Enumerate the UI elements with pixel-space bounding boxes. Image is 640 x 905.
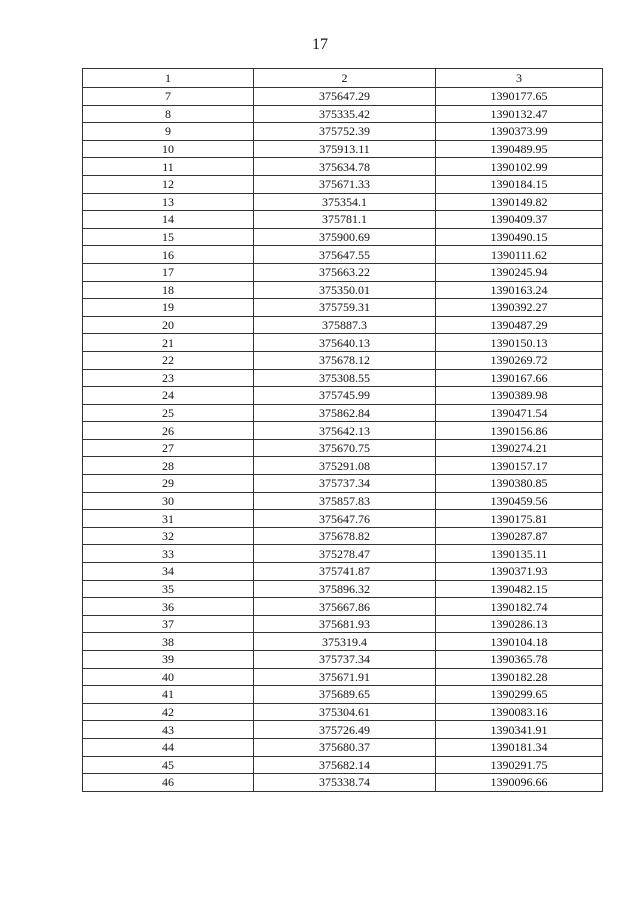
point-number-cell: 31 [83, 510, 254, 528]
point-number-cell: 39 [83, 651, 254, 669]
table-row [83, 598, 603, 616]
table-row [83, 263, 603, 281]
table-row [83, 228, 603, 246]
point-number-cell: 28 [83, 457, 254, 475]
point-number-cell: 15 [83, 228, 254, 246]
x-coordinate-cell: 375745.99 [254, 387, 436, 405]
point-number-cell: 9 [83, 123, 254, 141]
point-number-cell: 32 [83, 527, 254, 545]
table-row [83, 703, 603, 721]
x-coordinate-cell: 375647.55 [254, 246, 436, 264]
point-number-cell: 38 [83, 633, 254, 651]
x-coordinate-cell: 375737.34 [254, 651, 436, 669]
table-row [83, 580, 603, 598]
x-coordinate-cell: 375896.32 [254, 580, 436, 598]
table-row [83, 88, 603, 106]
x-coordinate-cell: 375862.84 [254, 404, 436, 422]
y-coordinate-cell: 1390392.27 [436, 299, 603, 317]
table-row [83, 563, 603, 581]
y-coordinate-cell: 1390389.98 [436, 387, 603, 405]
y-coordinate-cell: 1390341.91 [436, 721, 603, 739]
y-coordinate-cell: 1390487.29 [436, 316, 603, 334]
point-number-cell: 11 [83, 158, 254, 176]
x-coordinate-cell: 375689.65 [254, 686, 436, 704]
table-body [83, 88, 603, 792]
table-row [83, 105, 603, 123]
point-number-cell: 10 [83, 140, 254, 158]
table-row [83, 334, 603, 352]
y-coordinate-cell: 1390177.65 [436, 88, 603, 106]
y-coordinate-cell: 1390490.15 [436, 228, 603, 246]
table-row [83, 721, 603, 739]
table-row [83, 175, 603, 193]
table-row [83, 351, 603, 369]
table-row [83, 387, 603, 405]
table-row [83, 756, 603, 774]
table-row [83, 299, 603, 317]
x-coordinate-cell: 375640.13 [254, 334, 436, 352]
x-coordinate-cell: 375642.13 [254, 422, 436, 440]
table-header-row [83, 69, 603, 88]
y-coordinate-cell: 1390175.81 [436, 510, 603, 528]
table-row [83, 545, 603, 563]
x-coordinate-cell: 375667.86 [254, 598, 436, 616]
y-coordinate-cell: 1390482.15 [436, 580, 603, 598]
y-coordinate-cell: 1390371.93 [436, 563, 603, 581]
y-coordinate-cell: 1390269.72 [436, 351, 603, 369]
table-row [83, 492, 603, 510]
point-number-cell: 7 [83, 88, 254, 106]
point-number-cell: 41 [83, 686, 254, 704]
y-coordinate-cell: 1390135.11 [436, 545, 603, 563]
y-coordinate-cell: 1390299.65 [436, 686, 603, 704]
point-number-cell: 25 [83, 404, 254, 422]
y-coordinate-cell: 1390274.21 [436, 439, 603, 457]
point-number-cell: 8 [83, 105, 254, 123]
x-coordinate-cell: 375680.37 [254, 738, 436, 756]
point-number-cell: 34 [83, 563, 254, 581]
table-row [83, 668, 603, 686]
point-number-cell: 29 [83, 475, 254, 493]
point-number-cell: 27 [83, 439, 254, 457]
y-coordinate-cell: 1390489.95 [436, 140, 603, 158]
point-number-cell: 21 [83, 334, 254, 352]
y-coordinate-cell: 1390245.94 [436, 263, 603, 281]
table-row [83, 211, 603, 229]
y-coordinate-cell: 1390459.56 [436, 492, 603, 510]
y-coordinate-cell: 1390291.75 [436, 756, 603, 774]
column-header-3: 3 [436, 69, 603, 88]
point-number-cell: 26 [83, 422, 254, 440]
point-number-cell: 13 [83, 193, 254, 211]
x-coordinate-cell: 375913.11 [254, 140, 436, 158]
y-coordinate-cell: 1390409.37 [436, 211, 603, 229]
table-row [83, 422, 603, 440]
point-number-cell: 44 [83, 738, 254, 756]
table-row [83, 457, 603, 475]
point-number-cell: 23 [83, 369, 254, 387]
x-coordinate-cell: 375781.1 [254, 211, 436, 229]
point-number-cell: 45 [83, 756, 254, 774]
y-coordinate-cell: 1390102.99 [436, 158, 603, 176]
table-row [83, 527, 603, 545]
table-row [83, 475, 603, 493]
x-coordinate-cell: 375682.14 [254, 756, 436, 774]
table-row [83, 123, 603, 141]
table-row [83, 510, 603, 528]
x-coordinate-cell: 375857.83 [254, 492, 436, 510]
x-coordinate-cell: 375663.22 [254, 263, 436, 281]
x-coordinate-cell: 375726.49 [254, 721, 436, 739]
y-coordinate-cell: 1390184.15 [436, 175, 603, 193]
x-coordinate-cell: 375338.74 [254, 774, 436, 792]
x-coordinate-cell: 375350.01 [254, 281, 436, 299]
y-coordinate-cell: 1390156.86 [436, 422, 603, 440]
point-number-cell: 43 [83, 721, 254, 739]
x-coordinate-cell: 375304.61 [254, 703, 436, 721]
y-coordinate-cell: 1390149.82 [436, 193, 603, 211]
x-coordinate-cell: 375647.76 [254, 510, 436, 528]
x-coordinate-cell: 375647.29 [254, 88, 436, 106]
y-coordinate-cell: 1390182.28 [436, 668, 603, 686]
y-coordinate-cell: 1390471.54 [436, 404, 603, 422]
y-coordinate-cell: 1390157.17 [436, 457, 603, 475]
y-coordinate-cell: 1390150.13 [436, 334, 603, 352]
point-number-cell: 16 [83, 246, 254, 264]
x-coordinate-cell: 375678.12 [254, 351, 436, 369]
table-row [83, 439, 603, 457]
point-number-cell: 22 [83, 351, 254, 369]
x-coordinate-cell: 375354.1 [254, 193, 436, 211]
y-coordinate-cell: 1390132.47 [436, 105, 603, 123]
x-coordinate-cell: 375291.08 [254, 457, 436, 475]
y-coordinate-cell: 1390163.24 [436, 281, 603, 299]
x-coordinate-cell: 375670.75 [254, 439, 436, 457]
page-number: 17 [312, 36, 328, 53]
point-number-cell: 46 [83, 774, 254, 792]
point-number-cell: 20 [83, 316, 254, 334]
y-coordinate-cell: 1390287.87 [436, 527, 603, 545]
table-row [83, 158, 603, 176]
x-coordinate-cell: 375671.33 [254, 175, 436, 193]
point-number-cell: 42 [83, 703, 254, 721]
point-number-cell: 14 [83, 211, 254, 229]
x-coordinate-cell: 375634.78 [254, 158, 436, 176]
x-coordinate-cell: 375278.47 [254, 545, 436, 563]
table-row [83, 651, 603, 669]
column-header-1: 1 [83, 69, 254, 88]
point-number-cell: 24 [83, 387, 254, 405]
y-coordinate-cell: 1390286.13 [436, 615, 603, 633]
y-coordinate-cell: 1390083.16 [436, 703, 603, 721]
y-coordinate-cell: 1390373.99 [436, 123, 603, 141]
x-coordinate-cell: 375319.4 [254, 633, 436, 651]
point-number-cell: 33 [83, 545, 254, 563]
x-coordinate-cell: 375308.55 [254, 369, 436, 387]
point-number-cell: 19 [83, 299, 254, 317]
table-row [83, 686, 603, 704]
table-row [83, 281, 603, 299]
x-coordinate-cell: 375887.3 [254, 316, 436, 334]
y-coordinate-cell: 1390167.66 [436, 369, 603, 387]
point-number-cell: 12 [83, 175, 254, 193]
x-coordinate-cell: 375741.87 [254, 563, 436, 581]
x-coordinate-cell: 375671.91 [254, 668, 436, 686]
x-coordinate-cell: 375335.42 [254, 105, 436, 123]
table-row [83, 738, 603, 756]
point-number-cell: 17 [83, 263, 254, 281]
y-coordinate-cell: 1390182.74 [436, 598, 603, 616]
coordinates-table [82, 68, 603, 792]
y-coordinate-cell: 1390365.78 [436, 651, 603, 669]
x-coordinate-cell: 375759.31 [254, 299, 436, 317]
table-row [83, 633, 603, 651]
x-coordinate-cell: 375752.39 [254, 123, 436, 141]
x-coordinate-cell: 375678.82 [254, 527, 436, 545]
point-number-cell: 30 [83, 492, 254, 510]
table-row [83, 615, 603, 633]
y-coordinate-cell: 1390181.34 [436, 738, 603, 756]
x-coordinate-cell: 375737.34 [254, 475, 436, 493]
table-row [83, 246, 603, 264]
point-number-cell: 18 [83, 281, 254, 299]
point-number-cell: 40 [83, 668, 254, 686]
table-row [83, 193, 603, 211]
y-coordinate-cell: 1390096.66 [436, 774, 603, 792]
table-row [83, 316, 603, 334]
table-row [83, 404, 603, 422]
x-coordinate-cell: 375900.69 [254, 228, 436, 246]
x-coordinate-cell: 375681.93 [254, 615, 436, 633]
point-number-cell: 35 [83, 580, 254, 598]
column-header-2: 2 [254, 69, 436, 88]
y-coordinate-cell: 1390380.85 [436, 475, 603, 493]
y-coordinate-cell: 1390104.18 [436, 633, 603, 651]
table-row [83, 140, 603, 158]
point-number-cell: 36 [83, 598, 254, 616]
point-number-cell: 37 [83, 615, 254, 633]
table-row [83, 369, 603, 387]
y-coordinate-cell: 1390111.62 [436, 246, 603, 264]
table-row [83, 774, 603, 792]
